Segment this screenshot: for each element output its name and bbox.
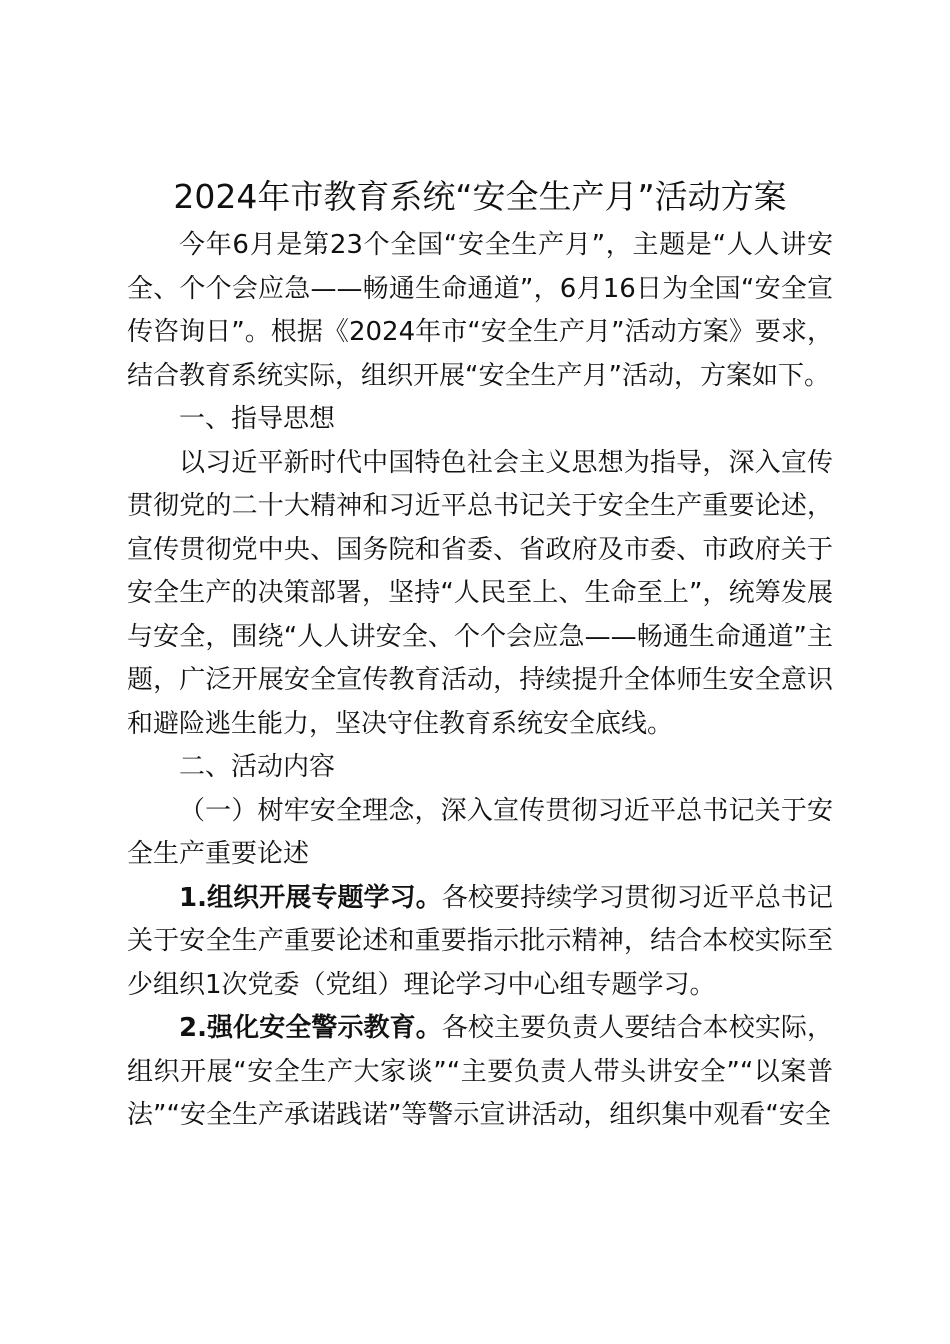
item-paragraph-special-study <box>127 877 833 1008</box>
guiding-ideology-paragraph: 以习近平新时代中国特色社会主义思想为指导，深入宣传贯彻党的二十大精神和习近平总书记关于安全生产重要论述，宣传贯彻党中央、国务院和省委、省政府及市委、市政府关于安全生产的决策部署，坚持“人民至上、生命至上”，统筹发展与安全，围绕“人人讲安全、个个会应急——畅通生命通道”主题，广泛开展安全宣传教育活动，持续提升全体师生安全意识和避险逃生能力，坚决守住教育系统安全底线。 <box>127 447 833 739</box>
item-body-special-study: 各校要持续学习贯彻习近平总书记关于安全生产重要论述和重要指示批示精神，结合本校实际至少组织1次党委（党组）理论学习中心组专题学习。 <box>127 882 833 1000</box>
item-lead-special-study: 1.组织开展专题学习。 <box>179 882 442 913</box>
section-heading-activity-content: 二、活动内容 <box>179 752 336 782</box>
section-heading-guiding-ideology: 一、指导思想 <box>179 404 336 434</box>
item-paragraph-warning-education <box>127 1007 833 1138</box>
document-title: 2024年市教育系统“安全生产月”活动方案 <box>173 177 787 216</box>
item-lead-warning-education: 2.强化安全警示教育。 <box>179 1013 442 1043</box>
item-body-warning-education: 各校主要负责人要结合本校实际，组织开展“安全生产大家谈”“主要负责人带头讲安全”“以案普法”“安全生产承诺践诺”等警示宣讲活动，组织集中观看“安全 <box>127 1013 833 1130</box>
intro-paragraph: 今年6月是第23个全国“安全生产月”，主题是“人人讲安全、个个会应急——畅通生命通道”，6月16日为全国“安全宣传咨询日”。根据《2024年市“安全生产月”活动方案》要求，结合教育系统实际，组织开展“安全生产月”活动，方案如下。 <box>127 230 833 391</box>
document-body <box>127 224 833 1138</box>
subsection-heading-safety-concept: （一）树牢安全理念，深入宣传贯彻习近平总书记关于安全生产重要论述 <box>127 795 833 869</box>
